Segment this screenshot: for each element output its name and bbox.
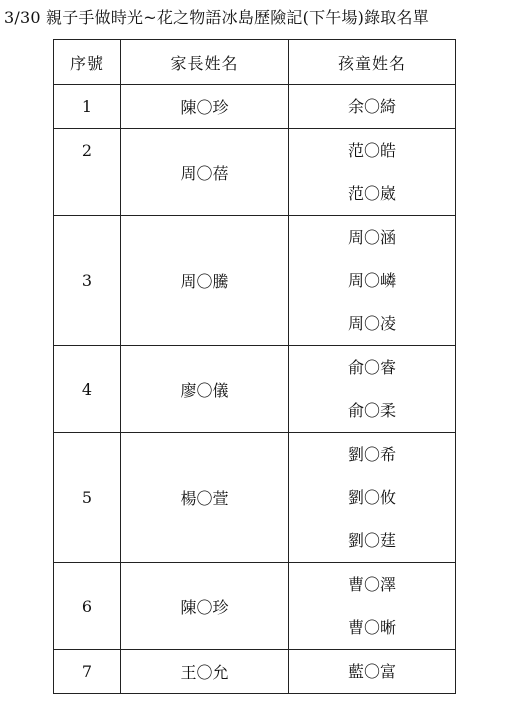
parent-name: 陳〇珍 xyxy=(121,563,289,650)
children-cell xyxy=(289,563,456,650)
child-name: 俞〇柔 xyxy=(347,401,396,420)
header-row xyxy=(54,40,456,85)
table-row xyxy=(54,129,456,216)
children-cell xyxy=(289,216,456,346)
child-name: 周〇凌 xyxy=(347,314,396,333)
admission-list-table xyxy=(53,39,456,694)
table-row xyxy=(54,216,456,346)
child-name: 劉〇莛 xyxy=(347,531,396,550)
row-seq: 7 xyxy=(54,650,121,694)
parent-name: 楊〇萱 xyxy=(121,433,289,563)
table-row xyxy=(54,563,456,650)
header-parent-name: 家長姓名 xyxy=(121,40,289,85)
child-name: 范〇崴 xyxy=(347,184,396,203)
children-cell xyxy=(289,85,456,129)
parent-name: 周〇蓓 xyxy=(121,129,289,216)
children-cell xyxy=(289,129,456,216)
children-cell xyxy=(289,650,456,694)
parent-name: 王〇允 xyxy=(121,650,289,694)
child-name: 曹〇澤 xyxy=(347,575,396,594)
row-seq: 3 xyxy=(54,216,121,346)
parent-name: 廖〇儀 xyxy=(121,346,289,433)
child-name: 藍〇富 xyxy=(347,662,396,681)
table-row xyxy=(54,346,456,433)
row-seq: 5 xyxy=(54,433,121,563)
row-seq: 4 xyxy=(54,346,121,433)
child-name: 俞〇睿 xyxy=(347,358,396,377)
table-row xyxy=(54,85,456,129)
row-seq: 2 xyxy=(54,129,121,216)
child-name: 劉〇希 xyxy=(347,445,396,464)
child-name: 周〇嶙 xyxy=(347,271,396,290)
row-seq: 6 xyxy=(54,563,121,650)
header-seq: 序號 xyxy=(54,40,121,85)
child-name: 余〇綺 xyxy=(347,97,396,116)
child-name: 劉〇攸 xyxy=(347,488,396,507)
header-child-name: 孩童姓名 xyxy=(289,40,456,85)
page-title: 3/30 親子手做時光~花之物語冰島歷險記(下午場)錄取名單 xyxy=(4,8,429,27)
child-name: 范〇皓 xyxy=(347,141,396,160)
child-name: 曹〇晰 xyxy=(347,618,396,637)
parent-name: 陳〇珍 xyxy=(121,85,289,129)
parent-name: 周〇騰 xyxy=(121,216,289,346)
children-cell xyxy=(289,433,456,563)
row-seq: 1 xyxy=(54,85,121,129)
child-name: 周〇涵 xyxy=(347,228,396,247)
children-cell xyxy=(289,346,456,433)
table-row xyxy=(54,650,456,694)
table-row xyxy=(54,433,456,563)
